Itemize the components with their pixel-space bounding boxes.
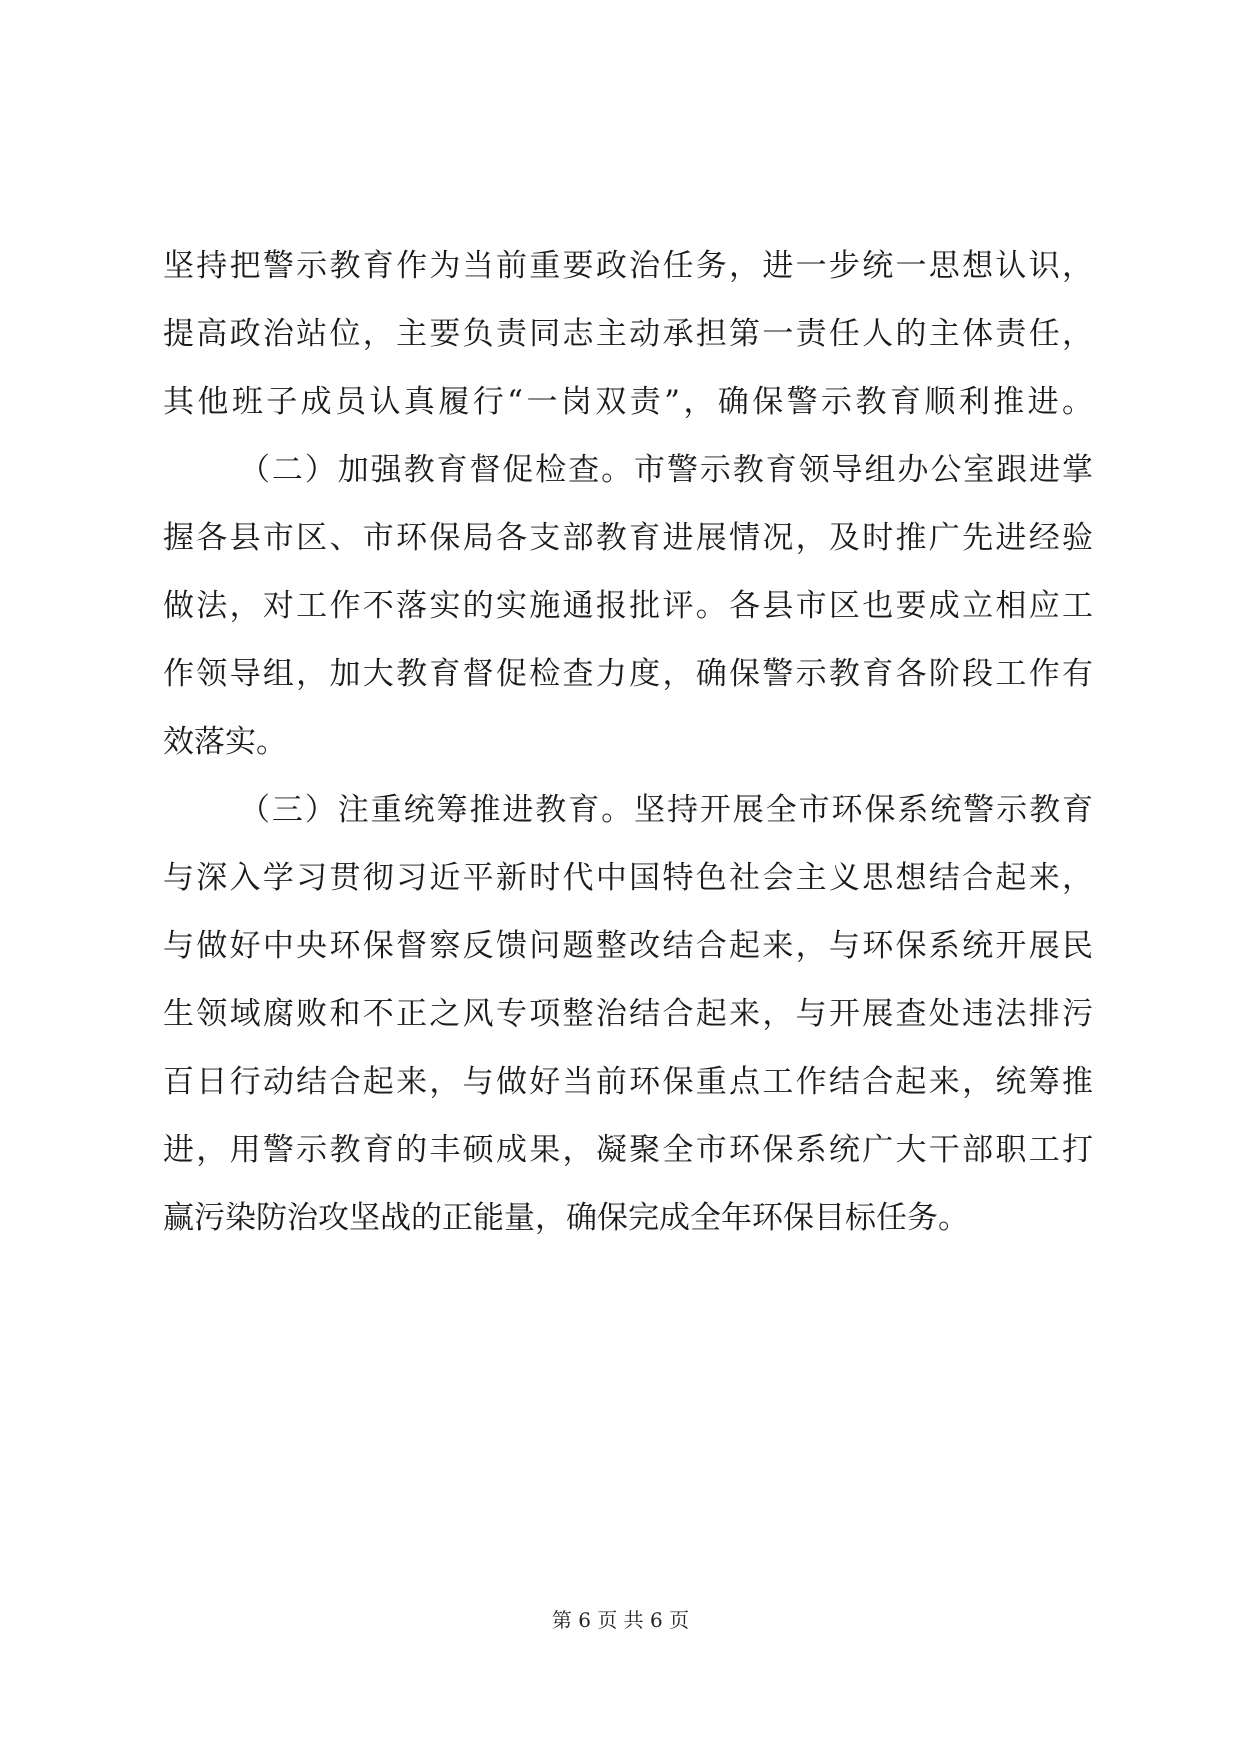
paragraph-line: 做法，对工作不落实的实施通报批评。各县市区也要成立相应工 [163,588,1093,624]
paragraph-line: 提高政治站位，主要负责同志主动承担第一责任人的主体责任， [163,316,1093,352]
paragraph-line: 坚持把警示教育作为当前重要政治任务，进一步统一思想认识， [163,248,1093,284]
paragraph-line: 其他班子成员认真履行“一岗双责”，确保警示教育顺利推进。 [163,384,1093,420]
paragraph-line: 与做好中央环保督察反馈问题整改结合起来，与环保系统开展民 [163,928,1093,964]
paragraph-line: 效落实。 [163,724,287,760]
paragraph-line: 握各县市区、市环保局各支部教育进展情况，及时推广先进经验 [163,520,1093,556]
paragraph-line: 百日行动结合起来，与做好当前环保重点工作结合起来，统筹推 [163,1064,1093,1100]
section-heading-line: （二）加强教育督促检查。市警示教育领导组办公室跟进掌 [239,452,1093,488]
paragraph-line: 作领导组，加大教育督促检查力度，确保警示教育各阶段工作有 [163,656,1093,692]
paragraph-line: 进，用警示教育的丰硕成果，凝聚全市环保系统广大干部职工打 [163,1132,1093,1168]
paragraph-line: 与深入学习贯彻习近平新时代中国特色社会主义思想结合起来， [163,860,1093,896]
paragraph-line: 赢污染防治攻坚战的正能量，确保完成全年环保目标任务。 [163,1200,969,1236]
paragraph-line: 生领域腐败和不正之风专项整治结合起来，与开展查处违法排污 [163,996,1093,1032]
page-number-footer: 第 6 页 共 6 页 [551,1608,690,1632]
body-text [163,232,1093,1252]
section-heading-line: （三）注重统筹推进教育。坚持开展全市环保系统警示教育 [239,792,1093,828]
